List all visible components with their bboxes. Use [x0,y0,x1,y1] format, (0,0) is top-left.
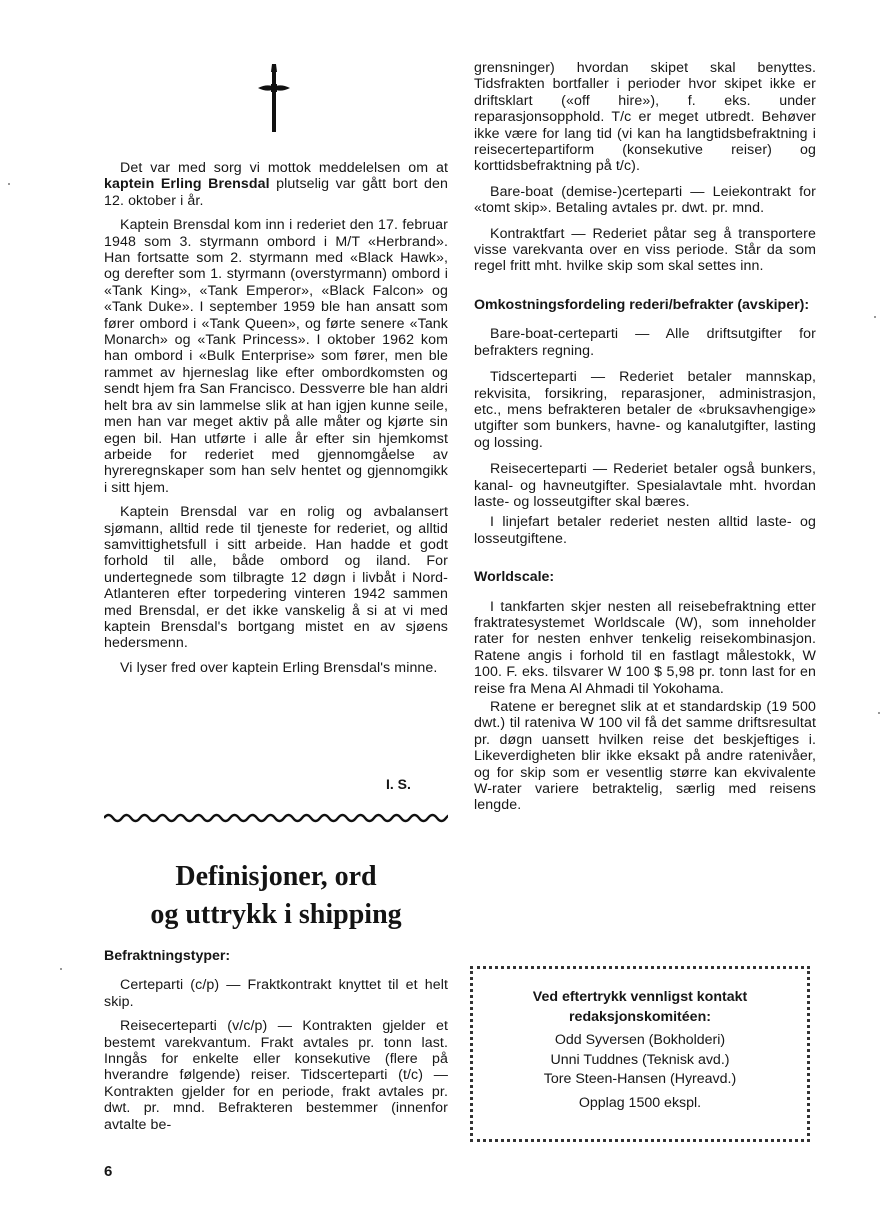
notice-contact-1: Odd Syversen (Bokholderi) [554,1032,726,1049]
cost-bareboat: Bare-boat-certeparti — Alle driftsutgifter for befrakters regning. [474,326,816,359]
article-title-line2: og uttrykk i shipping [150,899,402,930]
definition-tidscerteparti-continued: grensninger) hvordan skipet skal benyttes. Tidsfrakten bortfaller i perioder hvor skipet ikke er driftsklart («off hire»), f. eks. under reparasjonsopphold. T/c er meget utbredt. Behøver ikke være for lang tid (vi kan ha langtidsbefraktning i reisecertepartiform (konsekutive reiser) og korttidsbefraktning på t/c). [474,60,816,175]
definition-certeparti: Certeparti (c/p) — Fraktkontrakt knyttet til et helt skip. [104,977,448,1010]
page-number: 6 [104,1163,113,1180]
article-right-column [474,60,816,814]
obituary-signature: I. S. [386,776,411,792]
notice-contact-2: Unni Tuddnes (Teknisk avd.) [550,1051,730,1068]
cost-linjefart: I linjefart betaler rederiet nesten alltid laste- og losseutgiftene. [474,514,816,547]
section-heading-worldscale: Worldscale: [474,569,555,586]
notice-contact-3: Tore Steen-Hansen (Hyreavd.) [543,1071,737,1088]
scan-speck [8,183,10,185]
definition-kontraktfart: Kontraktfart — Rederiet påtar seg å transportere visse varekvanta over en viss periode. Står da som regel fritt mht. hvilke skip som skal settes inn. [474,225,816,275]
article-left-column [104,948,448,1133]
obituary-name: kaptein Erling Brensdal [104,176,270,193]
reprint-notice-box [470,966,810,1142]
memorial-cross-icon [256,62,292,134]
wave-divider [104,808,448,826]
scan-speck [874,316,876,318]
section-heading-omkostningsfordeling: Omkostningsfordeling rederi/befrakter (avskiper): [474,296,810,313]
definition-bareboat: Bare-boat (demise-)certeparti — Leiekontrakt for «tomt skip». Betaling avtales pr. dwt. pr. mnd. [474,183,816,217]
obituary-closing: Vi lyser fred over kaptein Erling Brensdal's minne. [120,659,438,676]
definition-reisecerteparti: Reisecerteparti (v/c/p) — Kontrakten gjelder et bestemt varekvantum. Frakt avtales pr. tonn last. Inngås for enkelte eller konsekutive (flere på hverandre følgende) reiser. Tidscerteparti (t/c) — Kontrakten gjelder for en periode, frakt avtales pr. dwt. pr. mnd. Befrakteren bestemmer (innenfor avtalte be- [104,1018,448,1133]
worldscale-paragraph-1: I tankfarten skjer nesten all reisebefraktning etter fraktratesystemet Worldscale (W), som inneholder rater for nesten enhver tenkelig reisekombinasjon. Ratene angis i forhold til en fastlagt målestokk, W 100. F. eks. tilsvarer W 100 $ 5,98 pr. tonn last for en reise fra Mena Al Ahmadi til Yokohama. [474,598,816,697]
obituary [104,160,448,676]
reprint-notice-content [488,988,792,1114]
article-title [104,858,448,934]
notice-line-2: redaksjonskomitéen: [569,1008,711,1025]
scan-speck [60,968,62,970]
obituary-career-paragraph: Kaptein Brensdal kom inn i rederiet den 17. februar 1948 som 3. styrmann ombord i M/T «Herbrand». Han fortsatte som 2. styrmann med «Black Hawk», og derefter som 1. styrmann (overstyrmann) ombord i «Tank King», «Tank Emperor», «Black Falcon» og «Tank Duke». I september 1959 ble han ansatt som fører ombord i «Tank Queen», og førte senere «Tank Monarch» og «Tank Princess». I oktober 1962 kom han ombord i «Bulk Enterprise» som fører, men ble rammet av hjerneslag like efter ombordkomsten og sendt hjem fra San Francisco. Dessverre ble han aldri helt bra av sin lammelse slik at han igjen kunne seile, men han var meget aktiv på alle måter og kjørte sin egen bil. Han utførte i alle år efter sin hjemkomst arbeide for rederiet med gjennomgåelse av hyreregnskaper som han selv hentet og gjennomgikk i sitt hjem. [104,217,448,496]
worldscale-paragraph-2: Ratene er beregnet slik at et standardskip (19 500 dwt.) til rateniva W 100 vil få det samme driftsresultat pr. døgn uansett hvilken reise det beskjeftiges i. Likeverdigheten blir ikke eksakt på andre ratenivåer, og for skip som er vesentlig større kan ekvivalente W-rater variere betraktelig, særlig med reisens lengde. [474,699,816,814]
cost-tidscerteparti: Tidscerteparti — Rederiet betaler mannskap, rekvisita, forsikring, reparasjoner, administrasjon, etc., mens befrakteren betaler de «bruksavhengige» utgifter som bunkers, havne- og kanalutgifter, lasting og lossing. [474,369,816,451]
obituary-intro [104,160,448,209]
article-title-line1: Definisjoner, ord [175,861,377,892]
obituary-character-paragraph: Kaptein Brensdal var en rolig og avbalansert sjømann, alltid rede til tjeneste for rederiet, og alltid samvittighetsfull i sitt arbeide. Han hadde et godt forhold til alle, både ombord og iland. For undertegnede som tilbragte 12 døgn i livbåt i Nord-Atlanteren efter torpedering vinteren 1942 sammen med Brensdal, er det ikke vanskelig å si at vi med kaptein Brensdal's bortgang mistet en av sjøens hedersmenn. [104,504,448,652]
obituary-intro-before: Det var med sorg vi mottok meddelelsen om at [120,160,448,176]
section-heading-befraktningstyper: Befraktningstyper: [104,948,231,964]
notice-print-run: Opplag 1500 ekspl. [578,1094,702,1111]
cost-reisecerteparti: Reisecerteparti — Rederiet betaler også bunkers, kanal- og havneutgifter. Spesialavtale mht. hvordan laste- og losseutgifter skal bæres. [474,461,816,510]
obituary-intro-after: plutselig var gått bort den 12. oktober i år. [104,176,448,209]
scan-speck [878,712,880,714]
notice-line-1: Ved eftertrykk vennligst kontakt [532,989,748,1005]
